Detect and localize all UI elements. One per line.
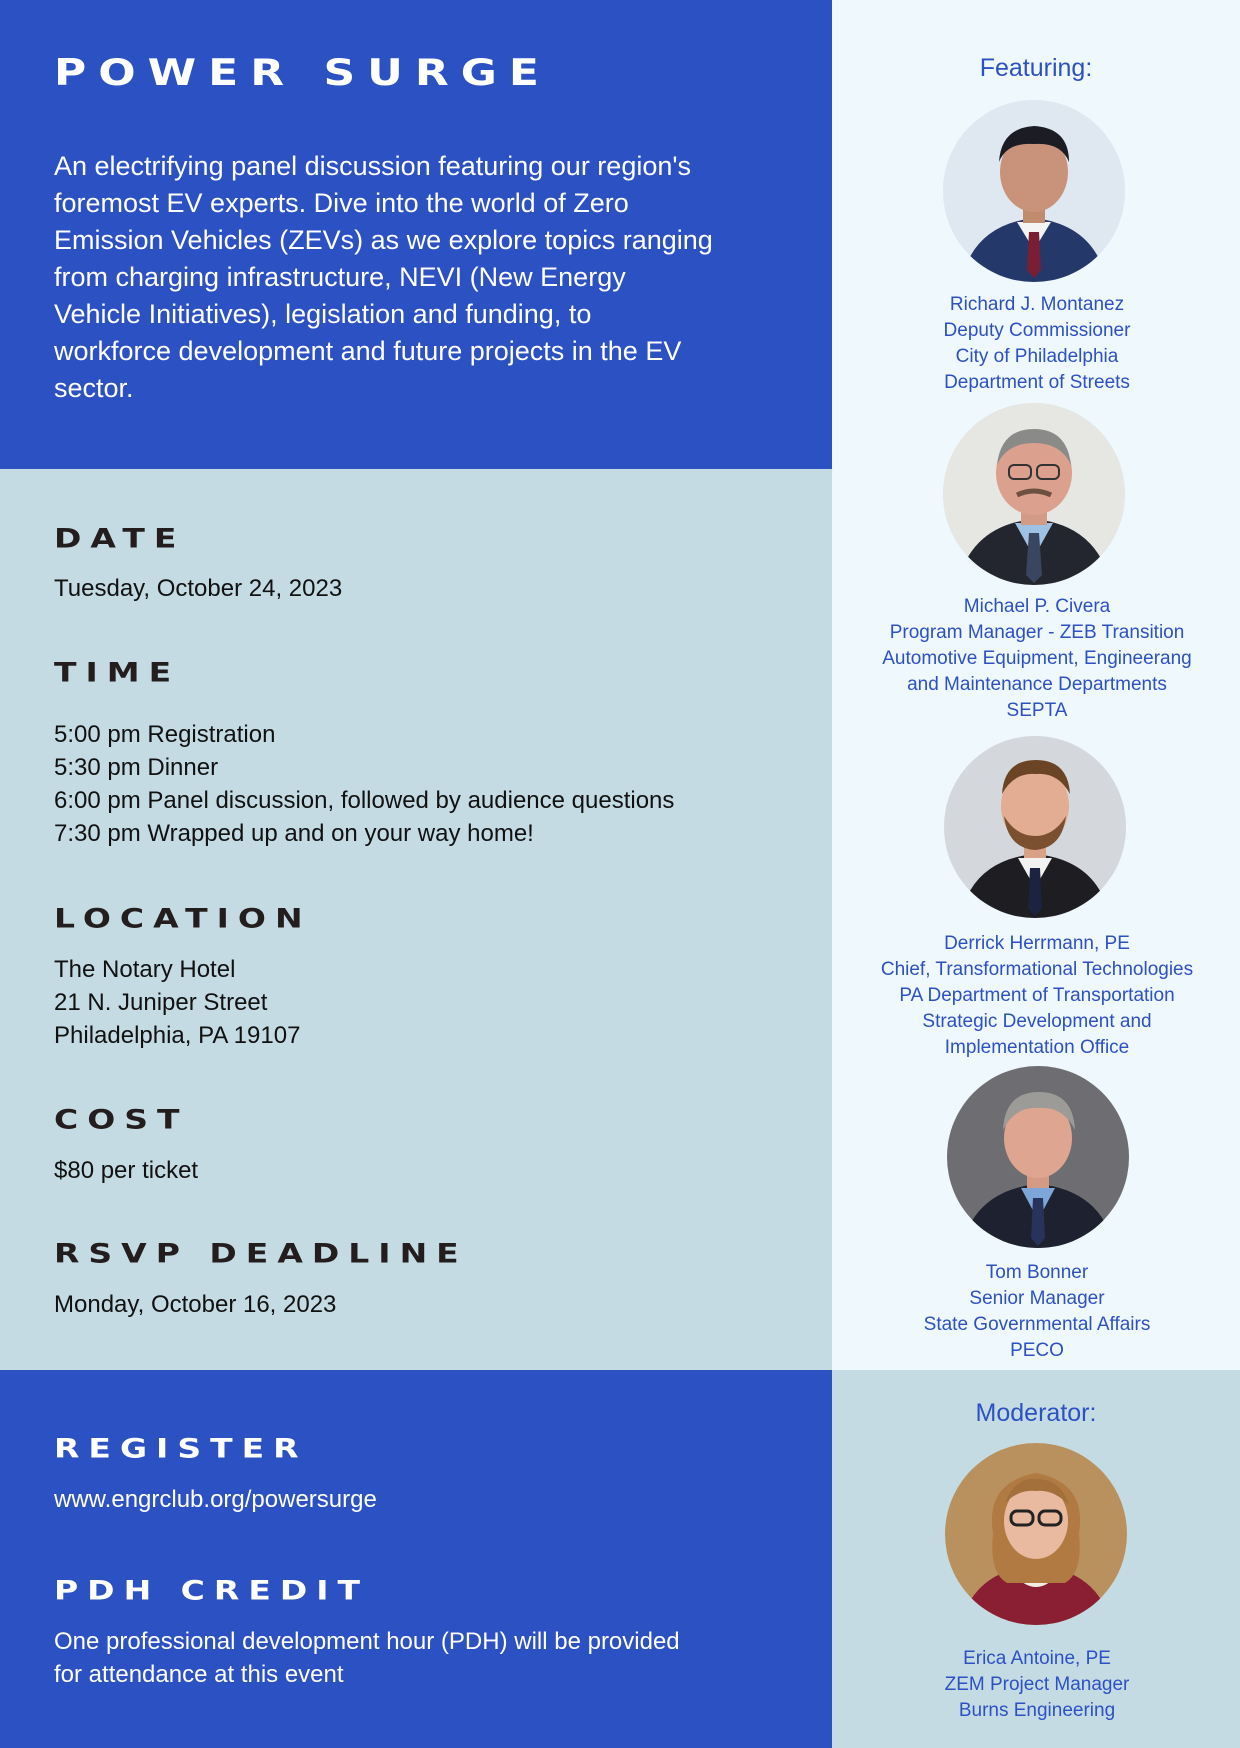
cost-heading: COST <box>54 1103 189 1135</box>
time-heading: TIME <box>54 656 181 688</box>
speaker-name: Tom Bonner <box>985 1262 1089 1283</box>
speaker-detail: Implementation Office <box>944 1037 1130 1058</box>
speaker-detail: Chief, Transformational Technologies <box>880 959 1194 980</box>
rsvp-value: Monday, October 16, 2023 <box>54 1291 337 1318</box>
speaker-detail: Senior Manager <box>969 1288 1105 1309</box>
speaker-name: Michael P. Civera <box>963 596 1111 617</box>
event-title: POWER SURGE <box>54 52 551 94</box>
schedule-item: 6:00 pm Panel discussion, followed by audience questions <box>54 787 675 814</box>
moderator-label: Moderator: <box>975 1399 1097 1427</box>
speaker-detail: PA Department of Transportation <box>899 985 1175 1006</box>
register-link[interactable]: www.engrclub.org/powersurge <box>54 1486 377 1513</box>
date-heading: DATE <box>54 522 186 554</box>
moderator-detail: Burns Engineering <box>958 1700 1116 1721</box>
address-line: Philadelphia, PA 19107 <box>54 1022 301 1049</box>
location-address <box>54 953 300 1052</box>
speaker-detail: Department of Streets <box>944 372 1130 393</box>
pdh-text <box>54 1625 680 1691</box>
pdh-line: One professional development hour (PDH) will be provided <box>54 1628 680 1655</box>
speaker-info-bonner <box>852 1260 1222 1364</box>
speaker-detail: PECO <box>1010 1340 1064 1361</box>
moderator-info-antoine <box>852 1646 1222 1724</box>
speaker-photo-herrmann <box>944 736 1126 918</box>
speaker-photo-bonner <box>947 1066 1129 1248</box>
moderator-photo-antoine <box>945 1443 1127 1625</box>
schedule-item: 5:30 pm Dinner <box>54 754 219 781</box>
register-panel <box>0 1370 832 1748</box>
person-portrait-icon <box>945 1443 1127 1625</box>
speaker-detail: Deputy Commissioner <box>943 320 1131 341</box>
schedule-item: 5:00 pm Registration <box>54 721 276 748</box>
schedule-item: 7:30 pm Wrapped up and on your way home! <box>54 820 534 847</box>
cost-value: $80 per ticket <box>54 1157 199 1184</box>
location-heading: LOCATION <box>54 902 312 934</box>
speaker-name: Derrick Herrmann, PE <box>944 933 1130 954</box>
person-portrait-icon <box>944 736 1126 918</box>
speaker-name: Richard J. Montanez <box>949 294 1125 315</box>
speaker-info-herrmann <box>852 931 1222 1061</box>
person-portrait-icon <box>943 100 1125 282</box>
pdh-heading: PDH CREDIT <box>54 1574 370 1606</box>
speaker-photo-montanez <box>943 100 1125 282</box>
speaker-detail: Automotive Equipment, Engineerang <box>882 648 1192 669</box>
time-schedule <box>54 718 674 850</box>
person-portrait-icon <box>943 403 1125 585</box>
address-line: 21 N. Juniper Street <box>54 989 268 1016</box>
speaker-info-civera <box>852 594 1222 724</box>
pdh-line: for attendance at this event <box>54 1661 344 1688</box>
featuring-label: Featuring: <box>979 54 1093 82</box>
person-portrait-icon <box>947 1066 1129 1248</box>
speaker-detail: SEPTA <box>1006 700 1068 721</box>
speaker-photo-civera <box>943 403 1125 585</box>
speaker-info-montanez <box>852 292 1222 396</box>
moderator-detail: ZEM Project Manager <box>944 1674 1130 1695</box>
speaker-detail: Program Manager - ZEB Transition <box>889 622 1185 643</box>
speaker-detail: Strategic Development and <box>922 1011 1152 1032</box>
address-line: The Notary Hotel <box>54 956 236 983</box>
register-heading: REGISTER <box>54 1432 308 1464</box>
date-value: Tuesday, October 24, 2023 <box>54 575 343 602</box>
rsvp-heading: RSVP DEADLINE <box>54 1237 468 1269</box>
speaker-detail: and Maintenance Departments <box>907 674 1167 695</box>
event-intro: An electrifying panel discussion featuring our region's foremost EV experts. Dive into the world of Zero Emission Vehicles (ZEVs) as we explore topics ranging from charging infrastructure, NEVI (New Energy Vehicle Initiatives), legislation and funding, to workforce development and future projects in the EV sector. <box>54 151 713 403</box>
moderator-name: Erica Antoine, PE <box>963 1648 1111 1669</box>
speaker-detail: State Governmental Affairs <box>923 1314 1151 1335</box>
speaker-detail: City of Philadelphia <box>955 346 1119 367</box>
